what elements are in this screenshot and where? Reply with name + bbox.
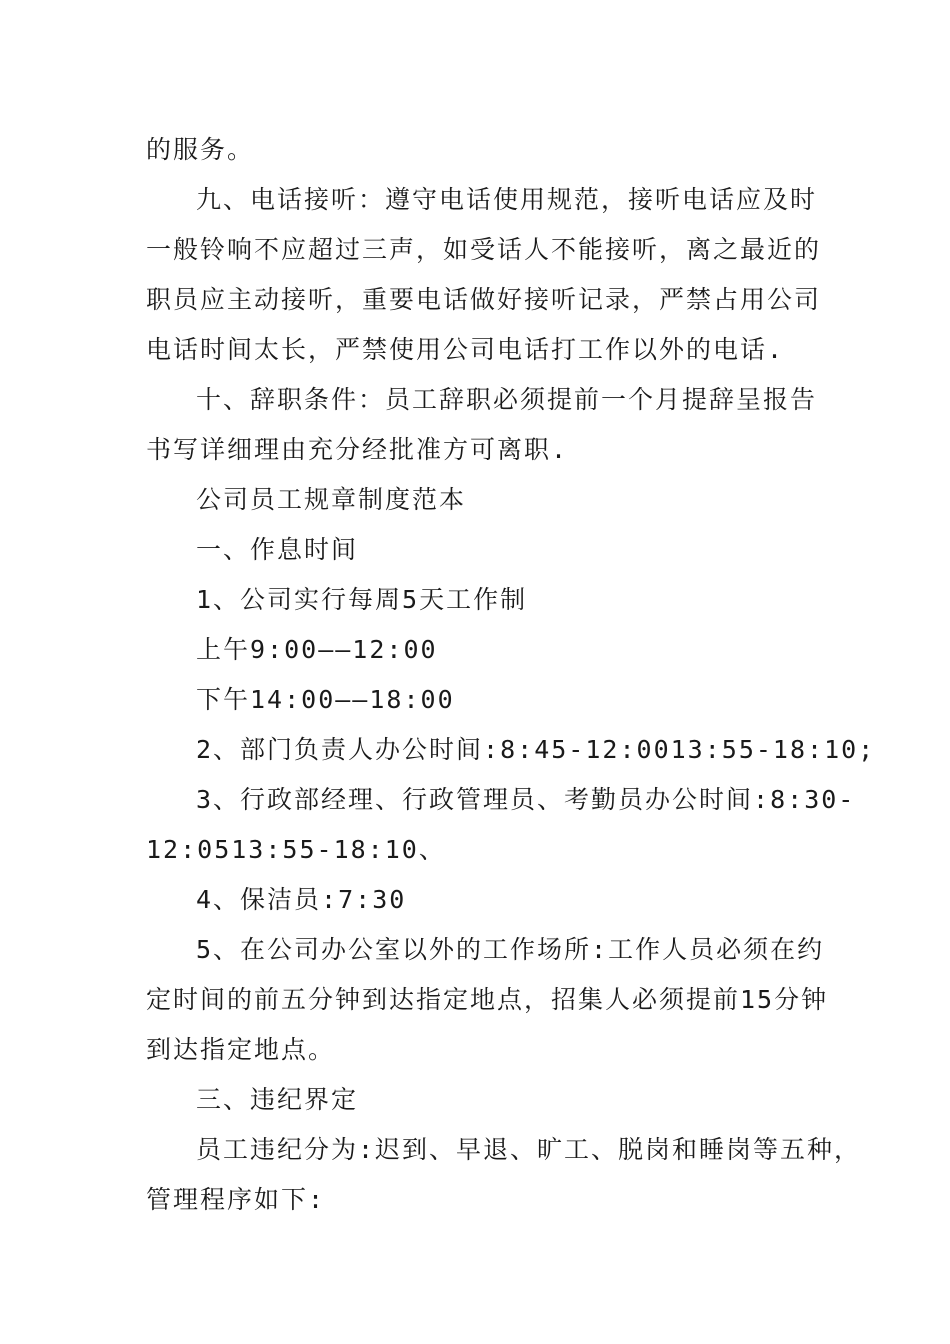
- text-line: 下午14:00——18:00: [196, 685, 455, 714]
- text-line: 定时间的前五分钟到达指定地点，招集人必须提前15分钟: [146, 985, 829, 1014]
- text-line: 员工违纪分为:迟到、早退、旷工、脱岗和睡岗等五种，: [196, 1135, 862, 1164]
- section-heading: 一、作息时间: [196, 535, 359, 564]
- text-line: 职员应主动接听，重要电话做好接听记录，严禁占用公司: [146, 285, 822, 314]
- text-line: 九、电话接听：遵守电话使用规范，接听电话应及时: [196, 185, 818, 214]
- text-line: 的服务。: [146, 135, 255, 164]
- text-line: 一般铃响不应超过三声，如受话人不能接听，离之最近的: [146, 235, 822, 264]
- text-line: 书写详细理由充分经批准方可离职.: [146, 435, 569, 464]
- text-line: 管理程序如下:: [146, 1185, 326, 1214]
- text-line: 5、在公司办公室以外的工作场所:工作人员必须在约: [196, 935, 825, 964]
- text-line: 1、公司实行每周5天工作制: [196, 585, 528, 614]
- section-heading: 三、违纪界定: [196, 1085, 359, 1114]
- section-heading: 公司员工规章制度范本: [196, 485, 467, 514]
- text-line: 4、保洁员:7:30: [196, 885, 407, 914]
- text-line: 到达指定地点。: [146, 1035, 336, 1064]
- text-line: 2、部门负责人办公时间:8:45-12:0013:55-18:10;: [196, 735, 876, 764]
- text-line: 电话时间太长，严禁使用公司电话打工作以外的电话.: [146, 335, 785, 364]
- text-line: 上午9:00——12:00: [196, 635, 438, 664]
- text-line: 3、行政部经理、行政管理员、考勤员办公时间:8:30-: [196, 785, 856, 814]
- text-line: 十、辞职条件：员工辞职必须提前一个月提辞呈报告: [196, 385, 818, 414]
- text-line: 12:0513:55-18:10、: [146, 835, 446, 864]
